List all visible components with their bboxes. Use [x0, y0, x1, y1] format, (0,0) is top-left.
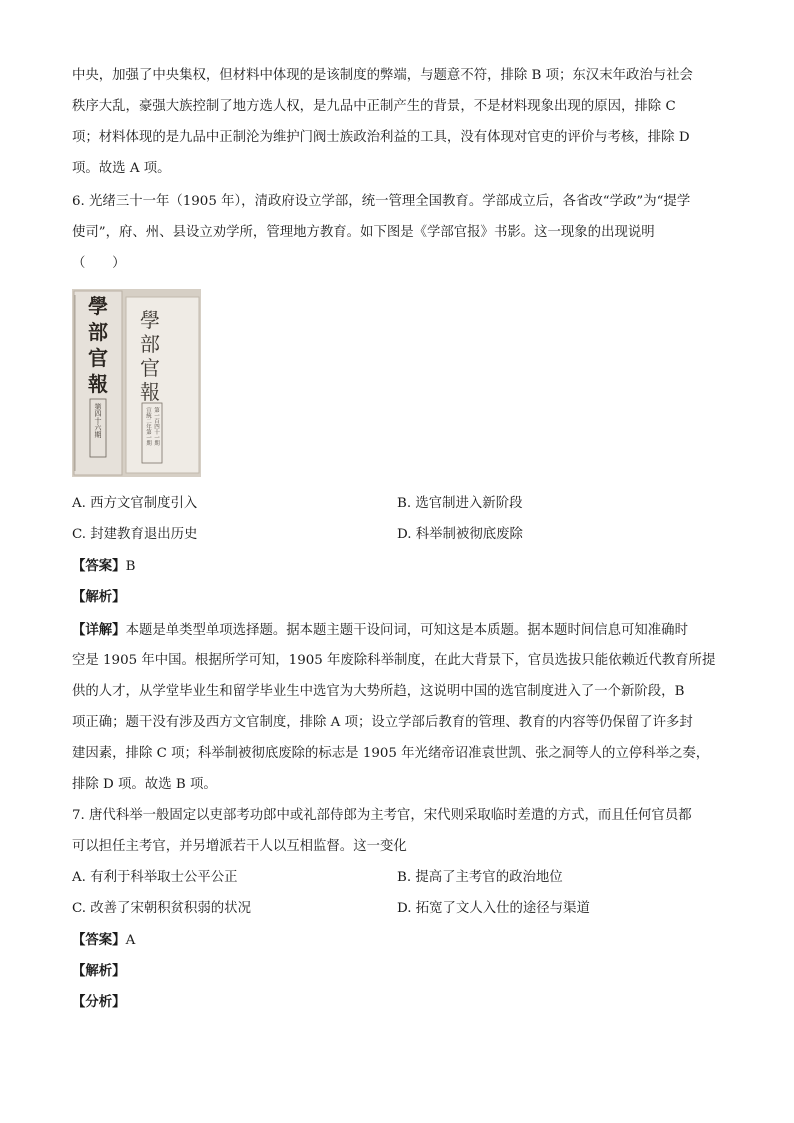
q6-stem-line-2: 使司”，府、州、县设立劝学所，管理地方教育。如下图是《学部官报》书影。这一现象的出现说明: [72, 225, 655, 240]
right-cover-title-char-3: 官: [140, 356, 160, 380]
q6-answer: [72, 556, 135, 577]
q5-explanation-line-2: 秩序大乱，豪强大族控制了地方选人权，是九品中正制产生的背景，不是材料现象出现的原因，排除 C: [72, 99, 676, 114]
q6-detail-tag: 【详解】: [72, 622, 126, 638]
q5-explanation-line-3: 项；材料体现的是九品中正制沦为维护门阀士族政治利益的工具，没有体现对官吏的评价与考核，排除 D: [72, 130, 690, 145]
q6-answer-value: B: [125, 559, 136, 574]
q6-detail-line-6: 排除 D 项。故选 B 项。: [72, 777, 217, 792]
right-cover-issue-b: 第一百四十一期: [153, 407, 159, 446]
q6-detail-line-2: 空是 1905 年中国。根据所学可知，1905 年废除科举制度，在此大背景下，官员选拔只能依赖近代教育所提: [72, 653, 716, 668]
q5-explanation-line-1: 中央，加强了中央集权，但材料中体现的是该制度的弊端，与题意不符，排除 B 项；东汉末年政治与社会: [72, 68, 693, 83]
q6-detail-line-3: 供的人才，从学堂毕业生和留学毕业生中选官为大势所趋，这说明中国的选官制度进入了一个新阶段，B: [72, 684, 685, 699]
q7-answer-tag: 【答案】: [72, 932, 126, 948]
right-cover-title-char-4: 報: [140, 380, 160, 404]
q6-option-c: C. 封建教育退出历史: [72, 527, 198, 542]
q6-detail-line-1: 【详解】本题是单类型单项选择题。据本题主题干设问词，可知这是本质题。据本题时间信息可知准确时: [72, 622, 688, 638]
q6-option-b: B. 选官制进入新阶段: [397, 496, 523, 511]
q6-stem-line-1: 6. 光绪三十一年（1905 年），清政府设立学部，统一管理全国教育。学部成立后，各省改“学政”为“提学: [72, 194, 691, 209]
left-cover-title-char-1: 學: [88, 294, 108, 318]
left-cover-title-char-2: 部: [88, 320, 108, 344]
q7-answer: [72, 930, 135, 951]
q6-option-d: D. 科举制被彻底废除: [397, 527, 523, 542]
q7-option-a: A. 有利于科举取士公平公正: [72, 870, 238, 885]
q7-stem-line-2: 可以担任主考官，并另增派若干人以互相监督。这一变化: [72, 839, 407, 854]
q6-stem-line-3: （ ）: [72, 256, 126, 271]
q7-option-d: D. 拓宽了文人入仕的途径与渠道: [397, 901, 590, 916]
q6-detail-line-4: 项正确；题干没有涉及西方文官制度，排除 A 项；设立学部后教育的管理、教育的内容等仍保留了许多封: [72, 715, 693, 730]
q5-explanation-line-4: 项。故选 A 项。: [72, 161, 171, 176]
q7-answer-value: A: [125, 933, 136, 948]
right-cover-title-char-1: 學: [140, 308, 160, 332]
left-cover-title-char-3: 官: [88, 346, 108, 370]
q7-analyze-heading: 【分析】: [72, 994, 126, 1010]
left-cover-title-char-4: 報: [88, 372, 108, 396]
q6-answer-tag: 【答案】: [72, 558, 126, 574]
q6-analysis-heading: 【解析】: [72, 589, 126, 605]
q7-stem-line-1: 7. 唐代科举一般固定以吏部考功郎中或礼部侍郎为主考官，宋代则采取临时差遣的方式，而且任何官员都: [72, 808, 692, 823]
q7-option-c: C. 改善了宋朝积贫积弱的状况: [72, 901, 251, 916]
q7-analysis-heading: 【解析】: [72, 963, 126, 979]
q6-detail-line-5: 建因素，排除 C 项；科举制被彻底废除的标志是 1905 年光绪帝诏准袁世凯、张之洞等人的立停科举之奏，: [72, 746, 710, 761]
xuebu-guanbao-photo: [72, 289, 201, 477]
right-cover-issue-a: 宣統二年第一期: [145, 407, 151, 446]
q7-option-b: B. 提高了主考官的政治地位: [397, 870, 563, 885]
left-cover-issue: 第四十六期: [94, 403, 102, 438]
q6-option-a: A. 西方文官制度引入: [72, 496, 198, 511]
right-cover-title-char-2: 部: [140, 332, 160, 356]
